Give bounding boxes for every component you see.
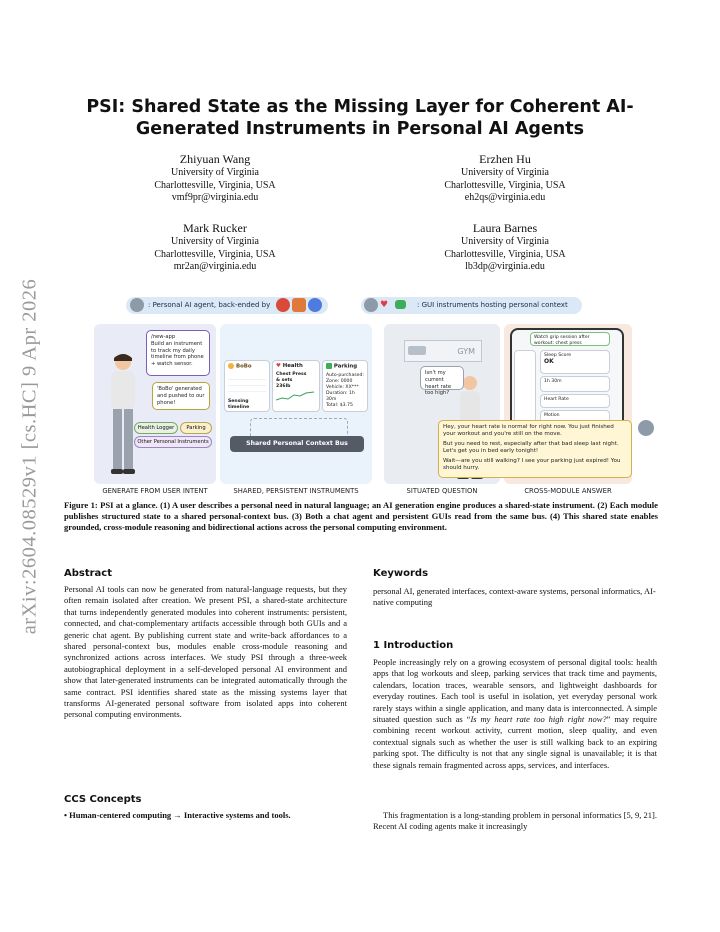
bobo-card [224, 360, 270, 412]
abstract-text: Personal AI tools can now be generated from natural-language requests, but they often remain isolated after creation. We present PSI, a shared-state architecture that turns independently generated modules into coherent instruments: persistent, connected, and chat-complementary artifacts accessible through both GUIs and a generic chat agent. By publishing current state and write-back affordances to a shared personal-context bus, modules enable cross-module reasoning and synchronized actions across interfaces. We study PSI through a three-week autobiographical deployment in a self-developed personal AI environment and show that later-generated instruments can be integrated automatically through the same contract. PSI identifies shared state as the missing systems layer that transforms AI-generated personal software from isolated apps into coherent personal computing environments. [64, 584, 347, 720]
parking-card [322, 360, 368, 412]
author-location: Charlottesville, Virginia, USA [444, 248, 566, 260]
author-name: Erzhen Hu [479, 152, 531, 166]
phone-top-notice: Watch grip session after workout: chest press [530, 332, 610, 346]
heart-icon: ♥ [276, 363, 281, 369]
arxiv-stamp: arXiv:2604.08529v1 [cs.HC] 9 Apr 2026 [18, 278, 41, 635]
abstract-heading: Abstract [64, 568, 113, 579]
author-location: Charlottesville, Virginia, USA [444, 179, 566, 191]
intro-heading: 1 Introduction [373, 640, 454, 651]
car-icon [395, 300, 406, 309]
pill-agent-label: : Personal AI agent, back-ended by [148, 301, 271, 309]
author-name: Laura Barnes [472, 221, 538, 235]
bobo-title: BoBo [236, 363, 252, 370]
bobo-subtitle: Sensing timeline [228, 398, 250, 410]
phone-motion-card: Motion [540, 410, 610, 424]
heart-icon: ♥ [380, 300, 389, 310]
tag-other-instruments: Other Personal Instruments [134, 436, 212, 448]
context-bus: Shared Personal Context Bus [230, 436, 364, 452]
intro-p1-question: Is my heart rate too high right now? [470, 714, 607, 725]
dumbbell-icon [408, 346, 426, 355]
agent-avatar-icon [638, 420, 654, 436]
user-figure-icon [102, 352, 144, 480]
phone-time-card: 1h 30m [540, 376, 610, 392]
health-body: Chest Press & sets 236lb [276, 372, 307, 389]
ccs-text: • Human-centered computing → Interactive systems and tools. [64, 810, 291, 820]
answer-bubble [438, 420, 632, 478]
bus-connectors [250, 418, 348, 437]
author-location: Charlottesville, Virginia, USA [154, 248, 276, 260]
tag-health-logger: Health Logger [134, 422, 178, 434]
parking-icon [326, 363, 332, 369]
question-bubble: Isn't my current heart rate too high? [420, 366, 464, 390]
intro-p1-part: ” may require combining recent workout activity, current motion, sleep quality, and even contextual signals such as whether the user is still walking back to an expiring parking spot. The difficulty is not that any single signal is unavailable; it is that these signals remain fragmented across apps, services, and interfaces. [373, 714, 657, 770]
author-block [115, 152, 315, 205]
sleep-value: OK [544, 358, 554, 365]
author-email[interactable]: eh2qs@virginia.edu [464, 192, 546, 203]
figure-caption-step-2: SHARED, PERSISTENT INSTRUMENTS [233, 487, 359, 495]
keywords-text: personal AI, generated interfaces, context-aware systems, personal informatics, AI-native computing [373, 586, 656, 608]
author-email[interactable]: mr2an@virginia.edu [173, 261, 257, 272]
phone-heart-card: Heart Rate [540, 394, 610, 408]
answer-line: Hey, your heart rate is normal for right now. You just finished your workout and you're still on the move. [443, 424, 614, 437]
agent-avatar-icon [364, 298, 378, 312]
keywords-heading: Keywords [373, 568, 429, 579]
author-affiliation: University of Virginia [461, 167, 549, 178]
gemini-logo-icon [308, 298, 322, 312]
health-card [272, 360, 320, 412]
gym-sign-text: GYM [457, 347, 475, 356]
health-title: Health [282, 363, 303, 369]
ccs-heading: CCS Concepts [64, 794, 142, 805]
generated-bubble: 'BoBo' generated and pushed to our phone! [152, 382, 210, 410]
figure-1 [64, 292, 658, 496]
figure-caption-step-1: GENERATE FROM USER INTENT [102, 487, 208, 495]
parking-body: Auto-purchased: Zone: 0000 Vehicle: XX*** Duration: 1h 30m Total: $3.75 [326, 372, 364, 408]
figure-caption-step-3: SITUATED QUESTION [406, 487, 478, 495]
author-affiliation: University of Virginia [171, 236, 259, 247]
tag-parking: Parking [180, 422, 212, 434]
new-app-bubble: /new-app Build an instrument to track my daily timeline from phone + watch sensor. [146, 330, 210, 376]
paper-title: PSI: Shared State as the Missing Layer for Coherent AI-Generated Instruments in Personal AI Agents [86, 97, 634, 139]
author-email[interactable]: lb3dp@virginia.edu [465, 261, 545, 272]
author-affiliation: University of Virginia [171, 167, 259, 178]
figure-caption-step-4: CROSS-MODULE ANSWER [524, 487, 612, 495]
health-sparkline [276, 390, 316, 402]
author-name: Zhiyuan Wang [179, 152, 251, 166]
author-affiliation: University of Virginia [461, 236, 549, 247]
bobo-icon [228, 363, 234, 369]
sleep-label: Sleep Score [544, 353, 572, 358]
intro-p1-part: People increasingly rely on a growing ecosystem of personal digital tools: health apps that log workouts and sleep, parking services that track time and payments, calendars, location traces, wearable sensors, and lightweight dashboards for everyday routines. Each tool is useful in isolation, yet everyday personal work rarely stays within a single application, and many data is interconnected. A simple situated question such as “ [373, 657, 657, 725]
figure-caption: Figure 1: PSI at a glance. (1) A user describes a personal need in natural language; an AI generation engine produces a shared-state instrument. (2) Each module publishes structured state to a shared personal-context bus. (3) Both a chat agent and persistent GUIs read from the same bus. (4) This shared state enables grounded, cross-module reasoning and bidirectional actions across the personal computing environment. [64, 500, 658, 532]
intro-paragraph-2: This fragmentation is a long-standing problem in personal informatics [5, 9, 21]. Recent AI coding agents make it increasingly [373, 810, 657, 832]
intro-paragraph-1 [373, 657, 657, 771]
author-name: Mark Rucker [183, 221, 247, 235]
answer-line: But you need to rest, especially after that bad sleep last night. Let's get you in bed early tonight! [443, 440, 619, 454]
author-block [405, 152, 605, 205]
author-email[interactable]: vmf9pr@virginia.edu [171, 192, 259, 203]
author-block [405, 221, 605, 274]
parking-title: Parking [333, 363, 358, 370]
claude-logo-icon [276, 298, 290, 312]
codex-logo-icon [292, 298, 306, 312]
phone-sleep-card [540, 350, 610, 374]
pill-gui-label: : GUI instruments hosting personal context [417, 301, 568, 309]
agent-avatar-icon [130, 298, 144, 312]
author-location: Charlottesville, Virginia, USA [154, 179, 276, 191]
author-block [115, 221, 315, 274]
answer-line: Wait—are you still walking? I see your parking just expired! You should hurry. [443, 457, 621, 471]
